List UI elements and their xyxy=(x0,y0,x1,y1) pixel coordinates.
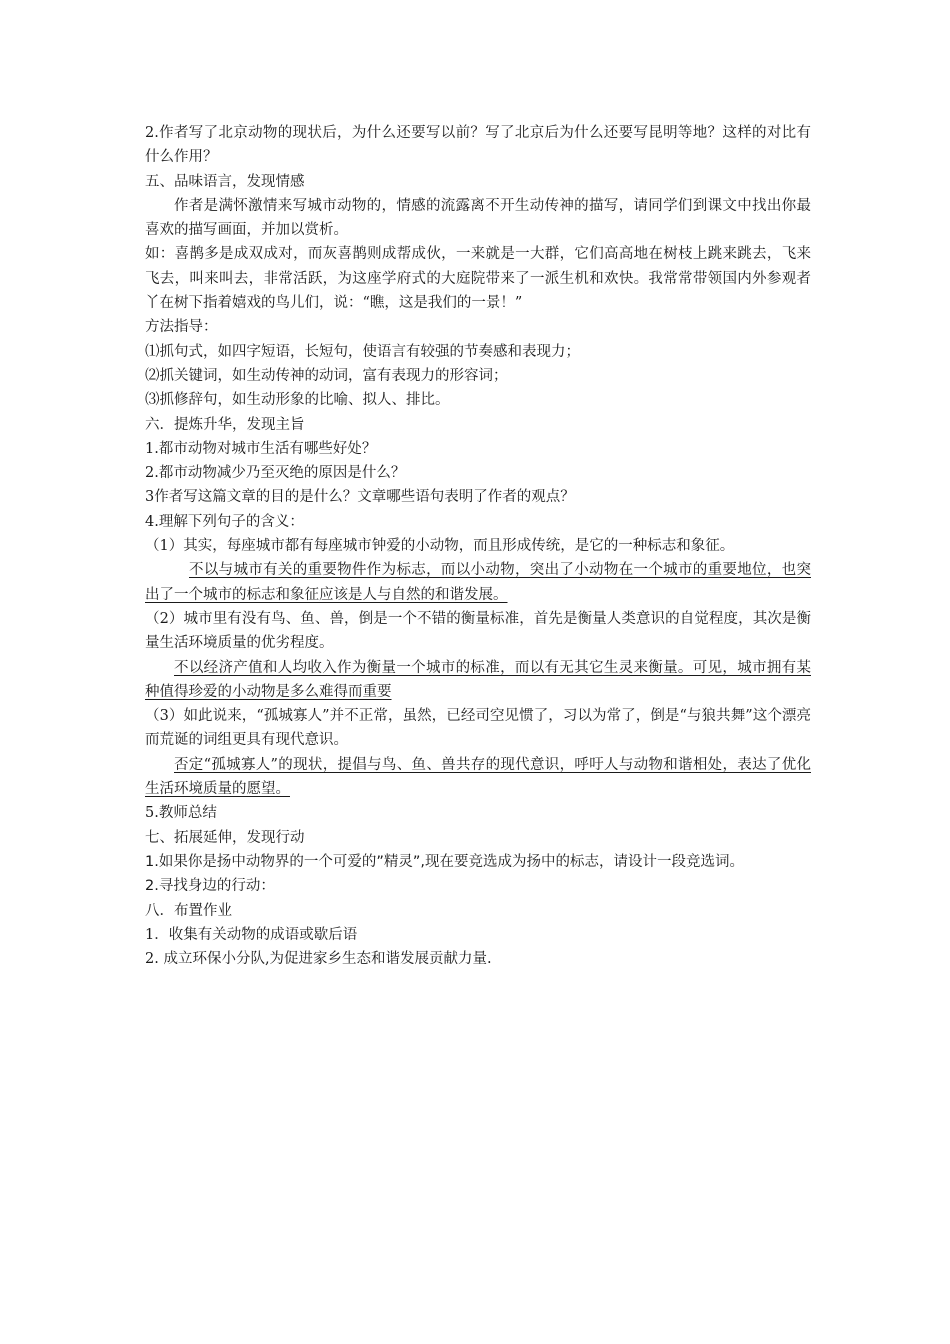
sentence-2: （2）城市里有没有鸟、鱼、兽，倒是一个不错的衡量标准，首先是衡量人类意识的自觉程度，其次是衡量生活环境质量的优劣程度。 xyxy=(145,610,811,652)
sentence-1-answer xyxy=(145,558,811,607)
homework-2: 2. 成立环保小分队,为促进家乡生态和谐发展贡献力量. xyxy=(145,951,492,968)
section-6-heading: 六．提炼升华，发现主旨 xyxy=(145,416,305,433)
section-5-example: 如：喜鹊多是成双成对，而灰喜鹊则成帮成伙，一来就是一大群，它们高高地在树枝上跳来跳去，飞来飞去，叫来叫去，非常活跃，为这座学府式的大庭院带来了一派生机和欢快。我常常带领国内外参观者丫在树下指着嬉戏的鸟儿们，说：“瞧，这是我们的一景！” xyxy=(145,246,811,312)
section-6-question-4: 4.理解下列句子的含义： xyxy=(145,513,304,530)
section-6-question-3: 3作者写这篇文章的目的是什么？文章哪些语句表明了作者的观点？ xyxy=(145,489,575,506)
sentence-2-answer-text: 不以经济产值和人均收入作为衡量一个城市的标准，而以有无其它生灵来衡量。可见，城市拥有某种值得珍爱的小动物是多么难得而重要 xyxy=(145,659,811,700)
method-item-3: ⑶抓修辞句，如生动形象的比喻、拟人、排比。 xyxy=(145,392,450,409)
section-8-heading: 八．布置作业 xyxy=(145,902,232,919)
section-5-heading: 五、品味语言，发现情感 xyxy=(145,173,305,190)
section-5-intro: 作者是满怀激情来写城市动物的，情感的流露离不开生动传神的描写，请同学们到课文中找出你最喜欢的描写画面，并加以赏析。 xyxy=(145,197,811,239)
sentence-3-answer-text: 否定“孤城寡人”的现状，提倡与鸟、鱼、兽共存的现代意识，呼吁人与动物和谐相处，表达了优化生活环境质量的愿望。 xyxy=(145,756,811,798)
sentence-3-answer xyxy=(145,753,811,802)
sentence-3: （3）如此说来，“孤城寡人”并不正常，虽然，已经司空见惯了，习以为常了，倒是“与狼共舞”这个漂亮而荒诞的词组更具有现代意识。 xyxy=(145,708,811,749)
section-6-question-5: 5.教师总结 xyxy=(145,805,217,822)
method-heading: 方法指导： xyxy=(145,319,218,336)
homework-1: 1．收集有关动物的成语或歇后语 xyxy=(145,926,358,943)
section-6-question-1: 1.都市动物对城市生活有哪些好处？ xyxy=(145,440,377,457)
sentence-2-answer xyxy=(145,656,811,705)
section-7-heading: 七、拓展延伸，发现行动 xyxy=(145,829,305,846)
document-body xyxy=(145,121,811,971)
method-item-1: ⑴抓句式，如四字短语，长短句，使语言有较强的节奏感和表现力； xyxy=(145,343,580,360)
section-6-question-2: 2.都市动物减少乃至灭绝的原因是什么？ xyxy=(145,465,406,482)
sentence-1-answer-text: 不以与城市有关的重要物件作为标志，而以小动物，突出了小动物在一个城市的重要地位，也突出了一个城市的标志和象征应该是人与自然的和谐发展。 xyxy=(145,562,811,603)
question-2: 2.作者写了北京动物的现状后，为什么还要写以前？写了北京后为什么还要写昆明等地？这样的对比有什么作用？ xyxy=(145,125,811,166)
section-7-question-1: 1.如果你是扬中动物界的一个可爱的”精灵”,现在要竞选成为扬中的标志，请设计一段竞选词。 xyxy=(145,853,744,870)
sentence-1: （1）其实，每座城市都有每座城市钟爱的小动物，而且形成传统，是它的一种标志和象征。 xyxy=(145,538,735,555)
section-7-question-2: 2.寻找身边的行动： xyxy=(145,878,275,895)
method-item-2: ⑵抓关键词，如生动传神的动词，富有表现力的形容词； xyxy=(145,367,508,384)
